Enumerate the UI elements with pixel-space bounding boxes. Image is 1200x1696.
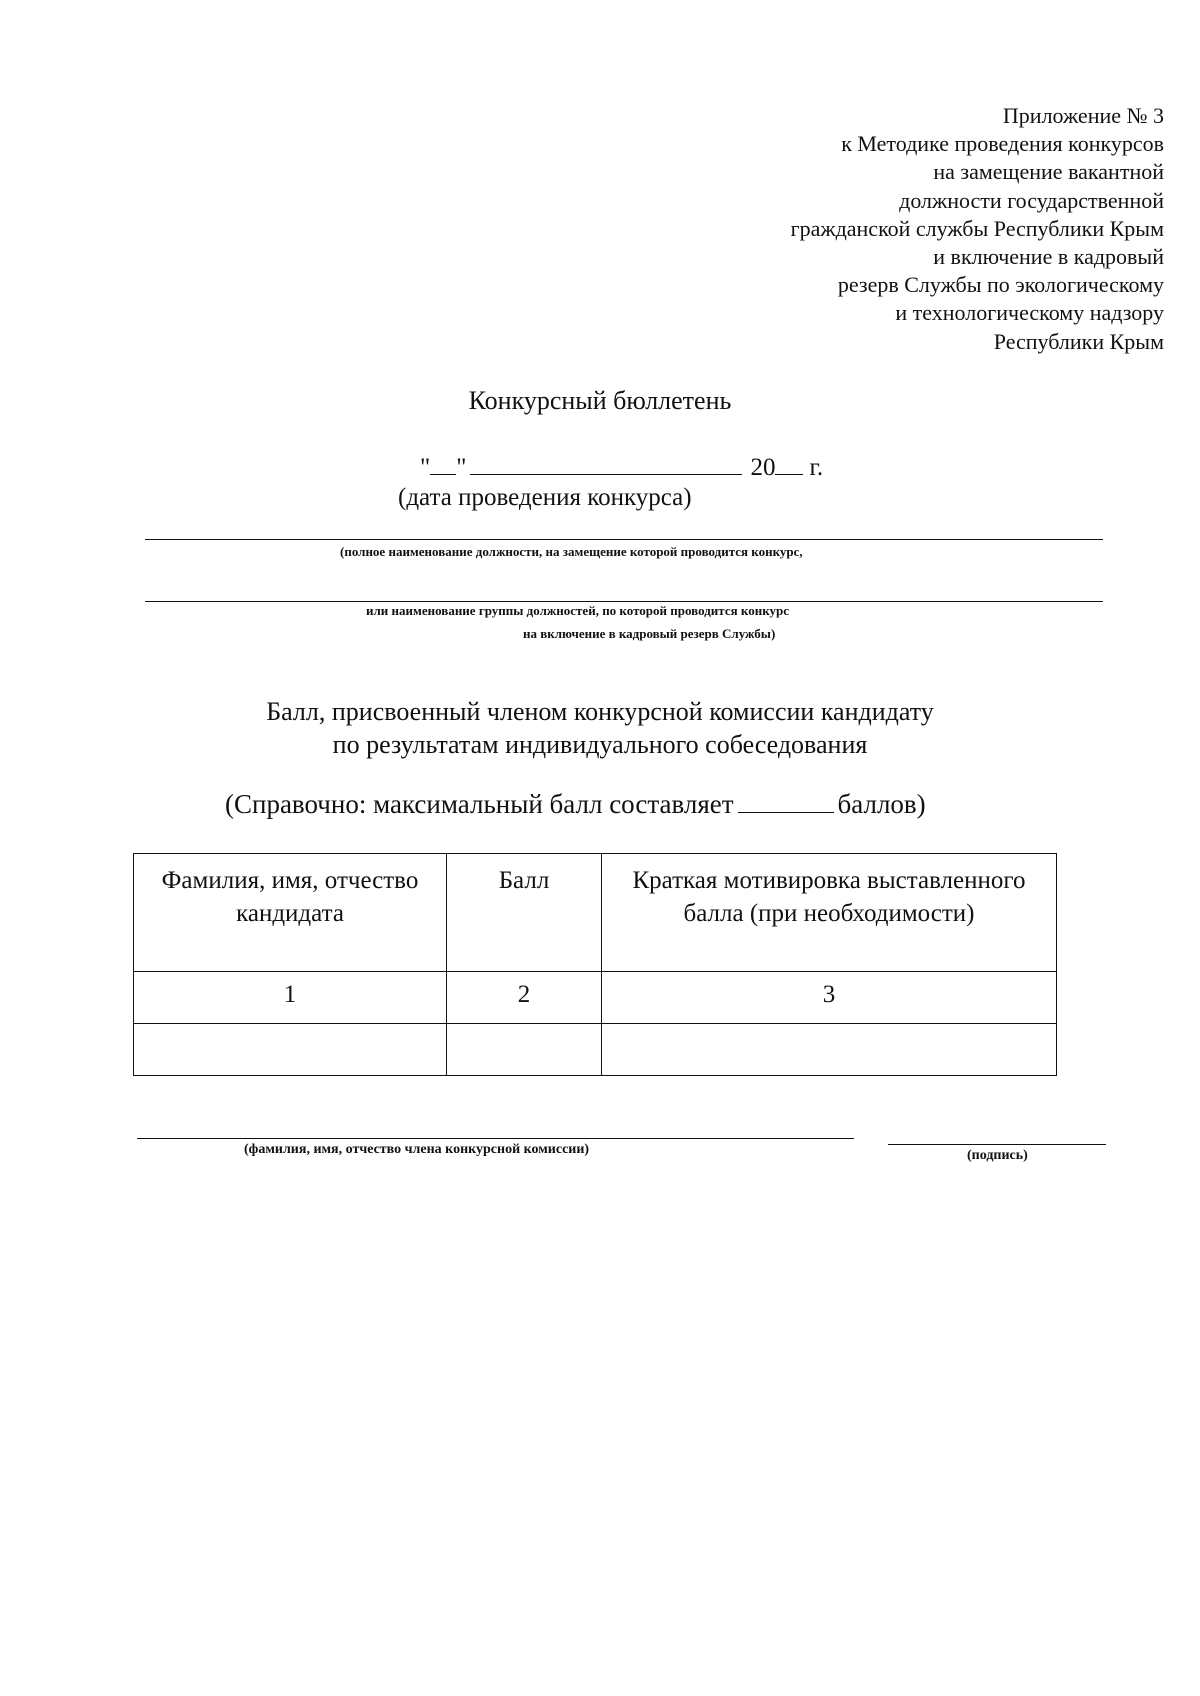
date-row	[420, 450, 823, 482]
candidate-name-cell[interactable]	[134, 1024, 447, 1076]
year-prefix: 20	[750, 454, 776, 481]
motivation-cell[interactable]	[602, 1024, 1057, 1076]
table-row	[134, 1024, 1057, 1076]
annex-line: гражданской службы Республики Крым	[790, 215, 1164, 241]
signature-line	[888, 1144, 1106, 1145]
score-cell[interactable]	[447, 1024, 602, 1076]
column-number: 1	[134, 972, 447, 1024]
annex-line: к Методике проведения конкурсов	[841, 131, 1164, 157]
month-blank	[470, 450, 742, 475]
table-number-row	[134, 972, 1057, 1024]
close-quote: "	[456, 454, 467, 481]
signature-caption: (подпись)	[967, 1148, 1028, 1163]
annex-line: Приложение № 3	[1002, 103, 1164, 128]
annex-block	[791, 102, 1164, 356]
score-heading-line-2: по результатам индивидуального собеседования	[332, 730, 868, 759]
column-number: 3	[602, 972, 1057, 1024]
header-score: Балл	[447, 854, 602, 972]
open-quote: "	[420, 454, 431, 481]
year-suffix: г.	[809, 454, 824, 481]
table-header-row	[134, 854, 1057, 972]
member-name-caption: (фамилия, имя, отчество члена конкурсной комиссии)	[244, 1142, 590, 1157]
year-blank	[775, 450, 803, 475]
day-blank	[430, 450, 456, 475]
annex-line: и включение в кадровый	[933, 244, 1164, 270]
annex-line: и технологическому надзору	[895, 300, 1164, 326]
member-name-line	[137, 1138, 854, 1139]
annex-line: на замещение вакантной	[933, 159, 1164, 185]
score-heading	[0, 695, 1200, 761]
position-line-1	[145, 539, 1103, 540]
scores-table	[133, 853, 1057, 1076]
annex-line: резерв Службы по экологическому	[837, 272, 1164, 298]
header-motivation: Краткая мотивировка выставленного балла (при необходимости)	[602, 854, 1057, 972]
document-title: Конкурсный бюллетень	[468, 386, 732, 415]
score-heading-line-1: Балл, присвоенный членом конкурсной комиссии кандидату	[266, 697, 934, 726]
position-caption-1: (полное наименование должности, на замещение которой проводится конкурс,	[340, 544, 803, 559]
column-number: 2	[447, 972, 602, 1024]
date-caption: (дата проведения конкурса)	[398, 484, 692, 511]
annex-line: Республики Крым	[993, 328, 1164, 354]
position-caption-3: на включение в кадровый резерв Службы)	[523, 626, 776, 641]
header-candidate-name: Фамилия, имя, отчество кандидата	[134, 854, 447, 972]
position-line-2	[145, 601, 1103, 602]
annex-line: должности государственной	[899, 187, 1164, 213]
max-score-reference	[225, 788, 926, 820]
position-caption-2: или наименование группы должностей, по которой проводится конкурс	[366, 603, 789, 618]
reference-prefix: (Справочно: максимальный балл составляет	[225, 789, 734, 819]
max-score-blank	[738, 788, 834, 813]
reference-suffix: баллов)	[837, 789, 926, 819]
